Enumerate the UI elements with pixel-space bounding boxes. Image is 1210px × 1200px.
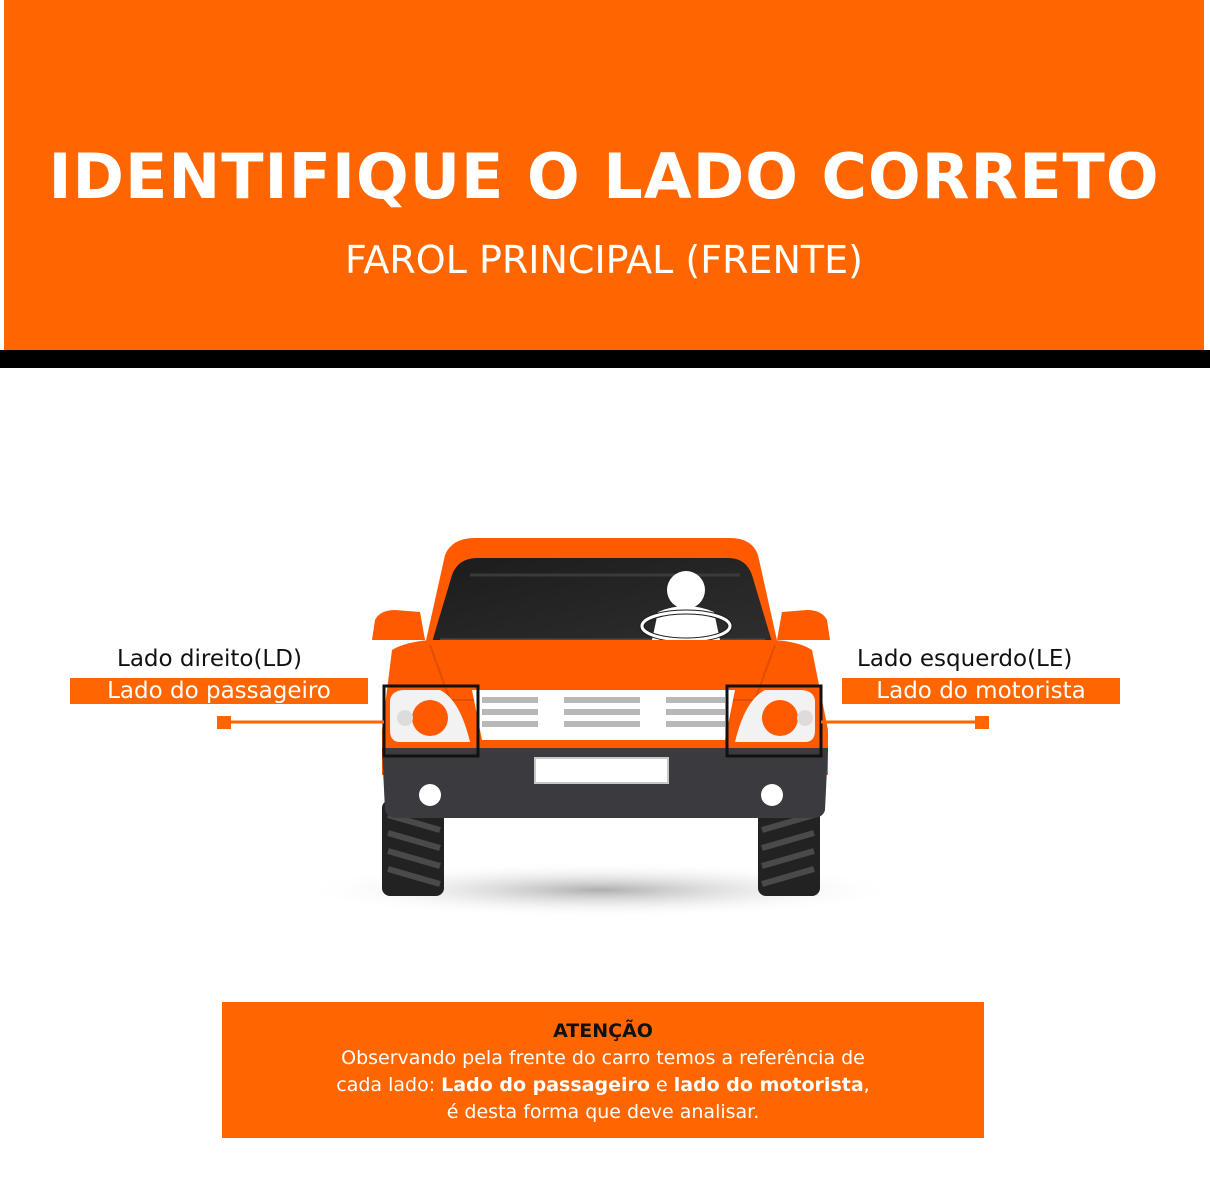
note-line-1: Observando pela frente do carro temos a referência de <box>341 1047 865 1069</box>
front-grille <box>472 690 735 740</box>
note-line-2-suffix: , <box>863 1074 870 1096</box>
left-fog-light <box>419 784 441 806</box>
note-title: ATENÇÃO <box>553 1020 653 1042</box>
page-subtitle: FAROL PRINCIPAL (FRENTE) <box>345 238 863 282</box>
left-mirror <box>372 610 425 640</box>
note-line-2 <box>222 1072 984 1099</box>
right-mirror <box>777 610 830 640</box>
note-passenger-side: Lado do passageiro <box>441 1074 650 1096</box>
right-side-label: Lado esquerdo(LE) <box>857 646 1073 672</box>
left-side-label: Lado direito(LD) <box>117 646 302 672</box>
note-line-2-mid: e <box>649 1074 674 1096</box>
right-fog-light <box>761 784 783 806</box>
note-line-2-prefix: cada lado: <box>336 1074 442 1096</box>
attention-note <box>222 1002 984 1138</box>
windshield <box>432 558 772 642</box>
left-connector-line <box>217 716 384 729</box>
page-title: IDENTIFIQUE O LADO CORRETO <box>48 140 1160 213</box>
license-plate <box>535 758 668 783</box>
right-connector-line <box>821 716 989 729</box>
right-side-tag: Lado do motorista <box>842 678 1120 704</box>
note-line-3: é desta forma que deve analisar. <box>446 1101 760 1123</box>
note-driver-side: lado do motorista <box>673 1074 864 1096</box>
left-side-tag: Lado do passageiro <box>70 678 368 704</box>
